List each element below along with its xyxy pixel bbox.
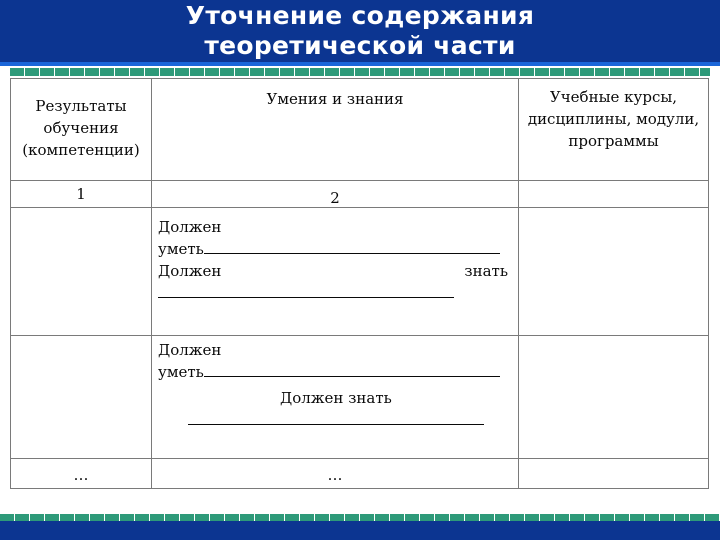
header-learning-outcomes	[11, 95, 151, 161]
row-2-knowledge-label: Должен знать	[280, 389, 392, 407]
blank-line	[204, 239, 500, 254]
row-1-line-1: Должен	[158, 218, 222, 236]
row-1-line-4	[158, 282, 513, 304]
table-divider	[151, 79, 152, 488]
header-text: (компетенции)	[22, 141, 140, 159]
column-number-1: 1	[76, 185, 86, 203]
blank-line	[204, 362, 500, 377]
table-divider	[11, 458, 708, 459]
header-text: дисциплины, модули,	[527, 110, 700, 128]
row-2-skills-cell	[158, 339, 513, 431]
row-1-knowledge-word: знать	[464, 262, 508, 280]
row-2-line-4	[158, 409, 513, 431]
row-1-knowledge-label: Должен	[158, 262, 222, 280]
header-skills-knowledge: Умения и знания	[266, 90, 404, 108]
row-1-skills-label: уметь	[158, 240, 204, 258]
ellipsis-col-2: …	[327, 466, 343, 484]
column-number-2: 2	[330, 189, 340, 207]
row-1-line-2	[158, 238, 513, 260]
header-text: обучения	[43, 119, 119, 137]
decorative-stripe-top	[10, 68, 710, 76]
content-table	[10, 78, 709, 489]
header-courses	[519, 86, 708, 152]
slide-title-line-2: теоретической части	[204, 31, 516, 60]
slide-title-line-1: Уточнение содержания	[185, 1, 535, 30]
blank-line	[158, 283, 454, 298]
row-2-skills-label: уметь	[158, 363, 204, 381]
row-1-line-3	[158, 260, 508, 282]
header-text: программы	[568, 132, 659, 150]
ellipsis-col-1: …	[73, 466, 89, 484]
blank-line	[188, 410, 484, 425]
row-2-line-1: Должен	[158, 341, 222, 359]
header-text: Учебные курсы,	[549, 88, 678, 106]
table-divider	[11, 335, 708, 336]
header-text: Результаты	[35, 97, 127, 115]
title-accent-line	[0, 62, 720, 66]
table-divider	[11, 180, 708, 181]
decorative-stripe-bottom	[0, 514, 720, 521]
slide-title	[0, 0, 720, 62]
row-1-skills-cell	[158, 216, 513, 304]
row-2-line-2	[158, 361, 513, 383]
